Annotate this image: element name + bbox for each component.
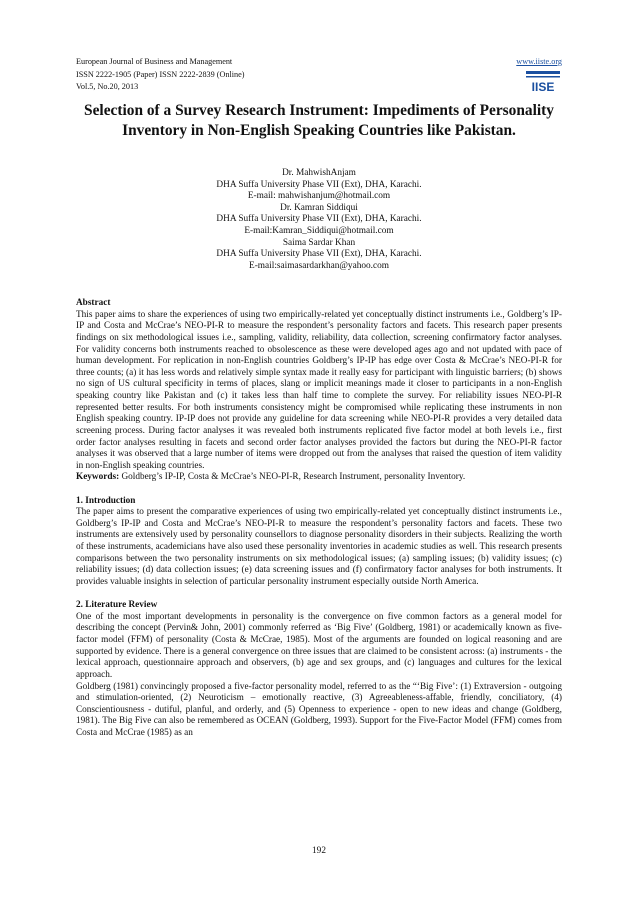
- author-line: E-mail: mahwishanjum@hotmail.com: [247, 191, 391, 202]
- author-line: Dr. MahwishAnjam: [282, 168, 356, 178]
- section-heading-introduction: 1. Introduction: [76, 495, 136, 506]
- paper-body: [76, 298, 562, 740]
- iiste-logo: [524, 70, 562, 96]
- author-line: Saima Sardar Khan: [282, 237, 356, 248]
- author-line: DHA Suffa University Phase VII (Ext), DHA, Karachi.: [216, 179, 422, 190]
- journal-volume: Vol.5, No.20, 2013: [76, 82, 139, 91]
- journal-issn: ISSN 2222-1905 (Paper) ISSN 2222-2839 (Online): [76, 69, 245, 79]
- author-line: E-mail:Kamran_Siddiqui@hotmail.com: [244, 225, 394, 236]
- journal-name: European Journal of Business and Management: [76, 57, 233, 66]
- page-number: 192: [312, 846, 326, 856]
- author-line: DHA Suffa University Phase VII (Ext), DHA, Karachi.: [216, 249, 422, 260]
- section-heading-literature-review: 2. Literature Review: [76, 600, 158, 611]
- keywords-label: Keywords:: [76, 472, 120, 483]
- abstract-heading: Abstract: [76, 298, 111, 308]
- abstract-text: This paper aims to share the experiences of using two empirically-related yet conceptually distinct instruments i.e., Goldberg’s IP-IP and Costa and McCrae’s NEO-PI-R to measure the respondent’s personality factors and facets. This research paper presents findings on six methodological issues i.e., sampling, validity, reliability, data collection, screening confirmatory factor analyses. For validity concerns both instruments reached to obsolescence as these were developed ages ago and not updated with pace of human development. For replication in non-English countries Goldberg’s IP-IP has edge over Costa & McCrae’s NEO-PI-R for three counts; (a) it has less words and relatively simple syntax made it really easy for participant with linguistic barriers; (b) shows no sign of US cultural specificity in terms of places, slang or implicit meanings made it closer to participants in a non-English speaking country like Pakistan and (c) it takes less than half time to complete the survey. For reliability issues NEO-PI-R represented better results. For both instruments consistency might be compromised while replicating these instruments in non English speaking country. IP-IP does not provide any guideline for data screening while NEO-PI-R provides a very detailed data screening process. During factor analyses it was revealed both instruments replicated five factor model at both levels i.e., first order factor analyses resulting in facets and second order factor analyses provided the factors but during the NEO-PI-R factor analyses it was observed that a large number of items were dropped out from the analyses that raised the question of item validity in non-English speaking countries.: [76, 309, 562, 471]
- author-line: E-mail:saimasardarkhan@yahoo.com: [249, 260, 389, 271]
- paper-title: Selection of a Survey Research Instrument: Impediments of Personality Inventory in Non-English Speaking Countries like Pakistan.: [84, 102, 554, 139]
- keywords-text: Goldberg’s IP-IP, Costa & McCrae’s NEO-PI-R, Research Instrument, personality Inventory.: [119, 472, 466, 483]
- literature-paragraph: Goldberg (1981) convincingly proposed a five-factor personality model, referred to as the “‘Big Five’: (1) Extraversion - outgoing and stimulation-oriented, (2) Neuroticism – emotionally reactive, (3) Agreeableness-affable, friendly, conciliatory, (4) Conscientiousness - dutiful, planful, and orderly, and (5) Openness to experience - open to new ideas and change (Goldberg, 1981). The Big Five can also be remembered as OCEAN (Goldberg, 1993). Support for the Five-Factor Model (FFM) comes from Costa and McCrae (1985) as an: [76, 681, 562, 739]
- journal-url-link[interactable]: www.iiste.org: [516, 57, 562, 66]
- keywords: [76, 472, 562, 484]
- literature-paragraph: One of the most important developments in personality is the convergence on five common factors as a general model for describing the concept (Pervin& John, 2001) commonly referred as ‘Big Five’ (Goldberg, 1981) or academically known as five-factor model (FFM) of personality (Costa & McCrae, 1985). Most of the arguments are founded on logical reasoning and are supported by evidence. There is a general convergence on three issues that are claimed to be consistent across: (a) instruments - the lexical approach, questionnaire approach and observers, (b) age and sex groups, and (c) languages and cultures for the lexical approach.: [76, 611, 562, 680]
- author-line: DHA Suffa University Phase VII (Ext), DHA, Karachi.: [216, 214, 422, 225]
- iiste-logo-text: IISE: [531, 80, 555, 94]
- author-block: [76, 168, 562, 272]
- journal-header: [76, 56, 562, 94]
- introduction-paragraph: The paper aims to present the comparative experiences of using two empirically-related yet conceptually distinct instruments i.e., Goldberg’s IP-IP and Costa and McCrae’s NEO-PI-R to measure the respondent’s personality factors and facets. These two instruments are extensively used by personality counsellors to diagnose personality disorders in their subjects. Realizing the worth of these instruments, academicians have also used these personality inventories in academic studies as well. This research presents comparisons between the two personality instruments on six methodological issues; (a) sampling issues; (b) validity issues; (c) reliability issues; (d) data collection issues; (e) data screening issues and (f) confirmatory factor analyses for both instruments. It provides valuable insights in selection of particular personality instrument especially outside North America.: [76, 507, 562, 587]
- author-line: Dr. Kamran Siddiqui: [280, 202, 358, 213]
